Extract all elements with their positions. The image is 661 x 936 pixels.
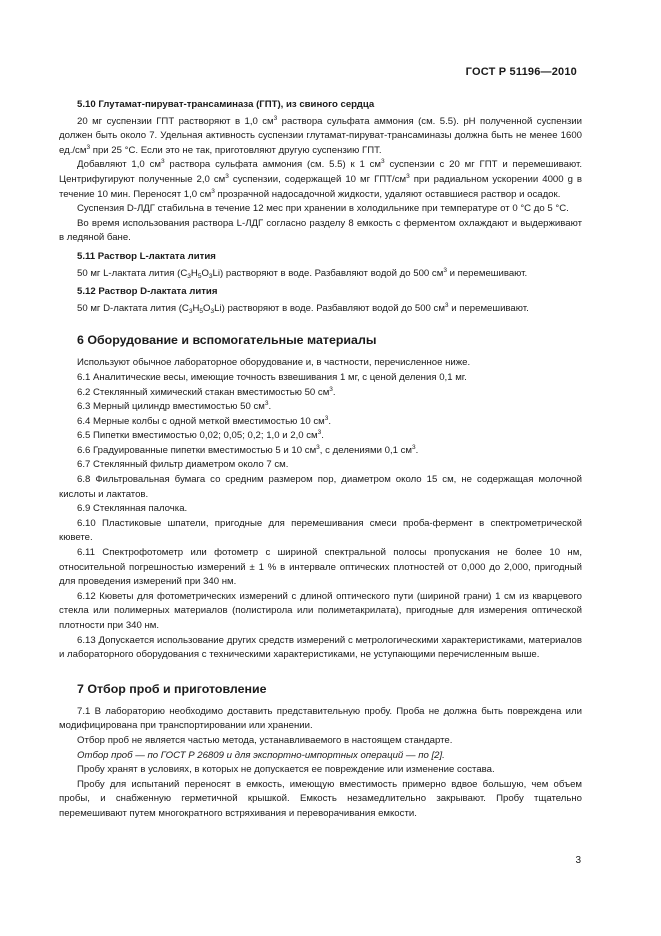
s6-item-10: 6.10 Пластиковые шпатели, пригодные для перемешивания смеси проба-фермент в спектрометрической кювете. bbox=[59, 517, 582, 544]
s6-item-13: 6.13 Допускается использование других средств измерений с метрологическими характеристиками, материалов и лабораторного оборудования с техническими характеристиками, не уступающими перечисленным выше. bbox=[59, 634, 582, 661]
s6-item-2: 6.2 Стеклянный химический стакан вместимостью 50 $см^3$. bbox=[77, 385, 336, 398]
s510-paragraph-3: Суспензия D-ЛДГ стабильна в течение 12 мес при хранении в холодильнике при температуре от 0 °С до 5 °С. bbox=[77, 203, 569, 215]
section-5-12-heading: 5.12 Раствор D-лактата лития bbox=[77, 286, 218, 298]
s6-item-5: 6.5 Пипетки вместимостью 0,02; 0,05; 0,2; 1,0 и 2,0 $см^3$. bbox=[77, 429, 324, 442]
s510-paragraph-4: Во время использования раствора L-ЛДГ согласно разделу 8 емкость с ферментом охлаждают и выдерживают в ледяной бане. bbox=[59, 217, 582, 244]
page-number: 3 bbox=[575, 855, 581, 866]
s511-paragraph: 50 мг L-лактата лития $(C_3H_5O_3Li)$ растворяют в воде. Разбавляют водой до 500 $см^3$ и перемешивают. bbox=[77, 266, 528, 280]
s6-item-9: 6.9 Стеклянная палочка. bbox=[77, 503, 188, 515]
s6-item-4: 6.4 Мерные колбы с одной меткой вместимостью 10 $см^3$. bbox=[77, 414, 332, 427]
s6-item-8: 6.8 Фильтровальная бумага со средним размером пор, диаметром около 15 см, не содержащая молочной кислоты и лактатов. bbox=[59, 474, 582, 500]
s6-item-7: 6.7 Стеклянный фильтр диаметром около 7 см. bbox=[77, 459, 289, 471]
s7-paragraph-4: Пробу хранят в условиях, в которых не допускается ее повреждение или изменение состава. bbox=[77, 764, 495, 776]
s6-intro: Используют обычное лабораторное оборудование и, в частности, перечисленное ниже. bbox=[77, 357, 471, 369]
s510-paragraph-1: 20 мг суспензии ГПТ растворяют в 1,0 $см^3$ раствора сульфата аммония (см. 5.5). pH полученной суспензии должен быть около 7. Удельная активность суспензии глутамат-пируват-трансаминазы должна быть не менее 1600 $ед./см^3$ при 25 °С. Если это не так, приготовляют другую суспензию ГПТ. bbox=[59, 114, 582, 156]
s7-paragraph-3: Отбор проб — по ГОСТ Р 26809 и для экспортно-импортных операций — по [2]. bbox=[77, 749, 445, 761]
section-6-heading: 6 Оборудование и вспомогательные материалы bbox=[77, 333, 377, 348]
section-7-heading: 7 Отбор проб и приготовление bbox=[77, 681, 267, 696]
s6-item-6: 6.6 Градуированные пипетки вместимостью 5 и 10 $см^3$, с делениями 0,1 $см^3$. bbox=[77, 443, 419, 456]
s6-item-3: 6.3 Мерный цилиндр вместимостью 50 $см^3$. bbox=[77, 400, 272, 413]
s6-item-11: 6.11 Спектрофотометр или фотометр с шириной спектральной полосы пропускания не более 10 нм, относительной погрешностью измерений ± 1 % в интервале оптических плотностей от 0,000 до 2,000, пригодный для проведения измерений при 340 нм. bbox=[59, 547, 582, 588]
section-5-10-heading: 5.10 Глутамат-пируват-трансаминаза (ГПТ), из свиного сердца bbox=[77, 99, 375, 110]
s6-item-12: 6.12 Кюветы для фотометрических измерений с длиной оптического пути (шириной грани) 1 см из кварцевого стекла или полимерных материалов (полистирола или полиметакрилата), пригодные для измерения оптической плотности при 340 нм. bbox=[59, 590, 582, 631]
page-body bbox=[59, 98, 582, 822]
s7-paragraph-2: Отбор проб не является частью метода, устанавливаемого в настоящем стандарте. bbox=[77, 734, 453, 746]
s510-paragraph-2: Добавляют 1,0 $см^3$ раствора сульфата аммония (см. 5.5) к 1 $см^3$ суспензии с 20 мг ГПТ и перемешивают. Центрифугируют полученные 2,0 $см^3$ суспензии, содержащей 10 мг ГПТ/$см^3$ при радиальном ускорении 4000 g в течение 10 мин. Переносят 1,0 $см^3$ прозрачной надосадочной жидкости, удаляют оставшиеся раствор и осадок. bbox=[59, 158, 583, 200]
s6-item-1: 6.1 Аналитические весы, имеющие точность взвешивания 1 мг, с ценой деления 0,1 мг. bbox=[77, 371, 467, 383]
section-5-11-heading: 5.11 Раствор L-лактата лития bbox=[77, 250, 216, 262]
s7-paragraph-1: 7.1 В лабораторию необходимо доставить представительную пробу. Проба не должна быть повреждена или модифицирована при транспортировании или хранении. bbox=[59, 705, 582, 732]
s512-paragraph: 50 мг D-лактата лития $(C_3H_5O_3Li)$ растворяют в воде. Разбавляют водой до 500 $см^3$ и перемешивают. bbox=[77, 301, 529, 315]
document-code: ГОСТ Р 51196—2010 bbox=[465, 66, 577, 78]
s7-paragraph-5: Пробу для испытаний переносят в емкость, имеющую вместимость примерно вдвое большую, чем объем пробы, и снабженную герметичной крышкой. Емкость незамедлительно закрывают. Пробу тщательно перемешивают путем многократного встряхивания и переворачивания емкости. bbox=[59, 778, 582, 819]
